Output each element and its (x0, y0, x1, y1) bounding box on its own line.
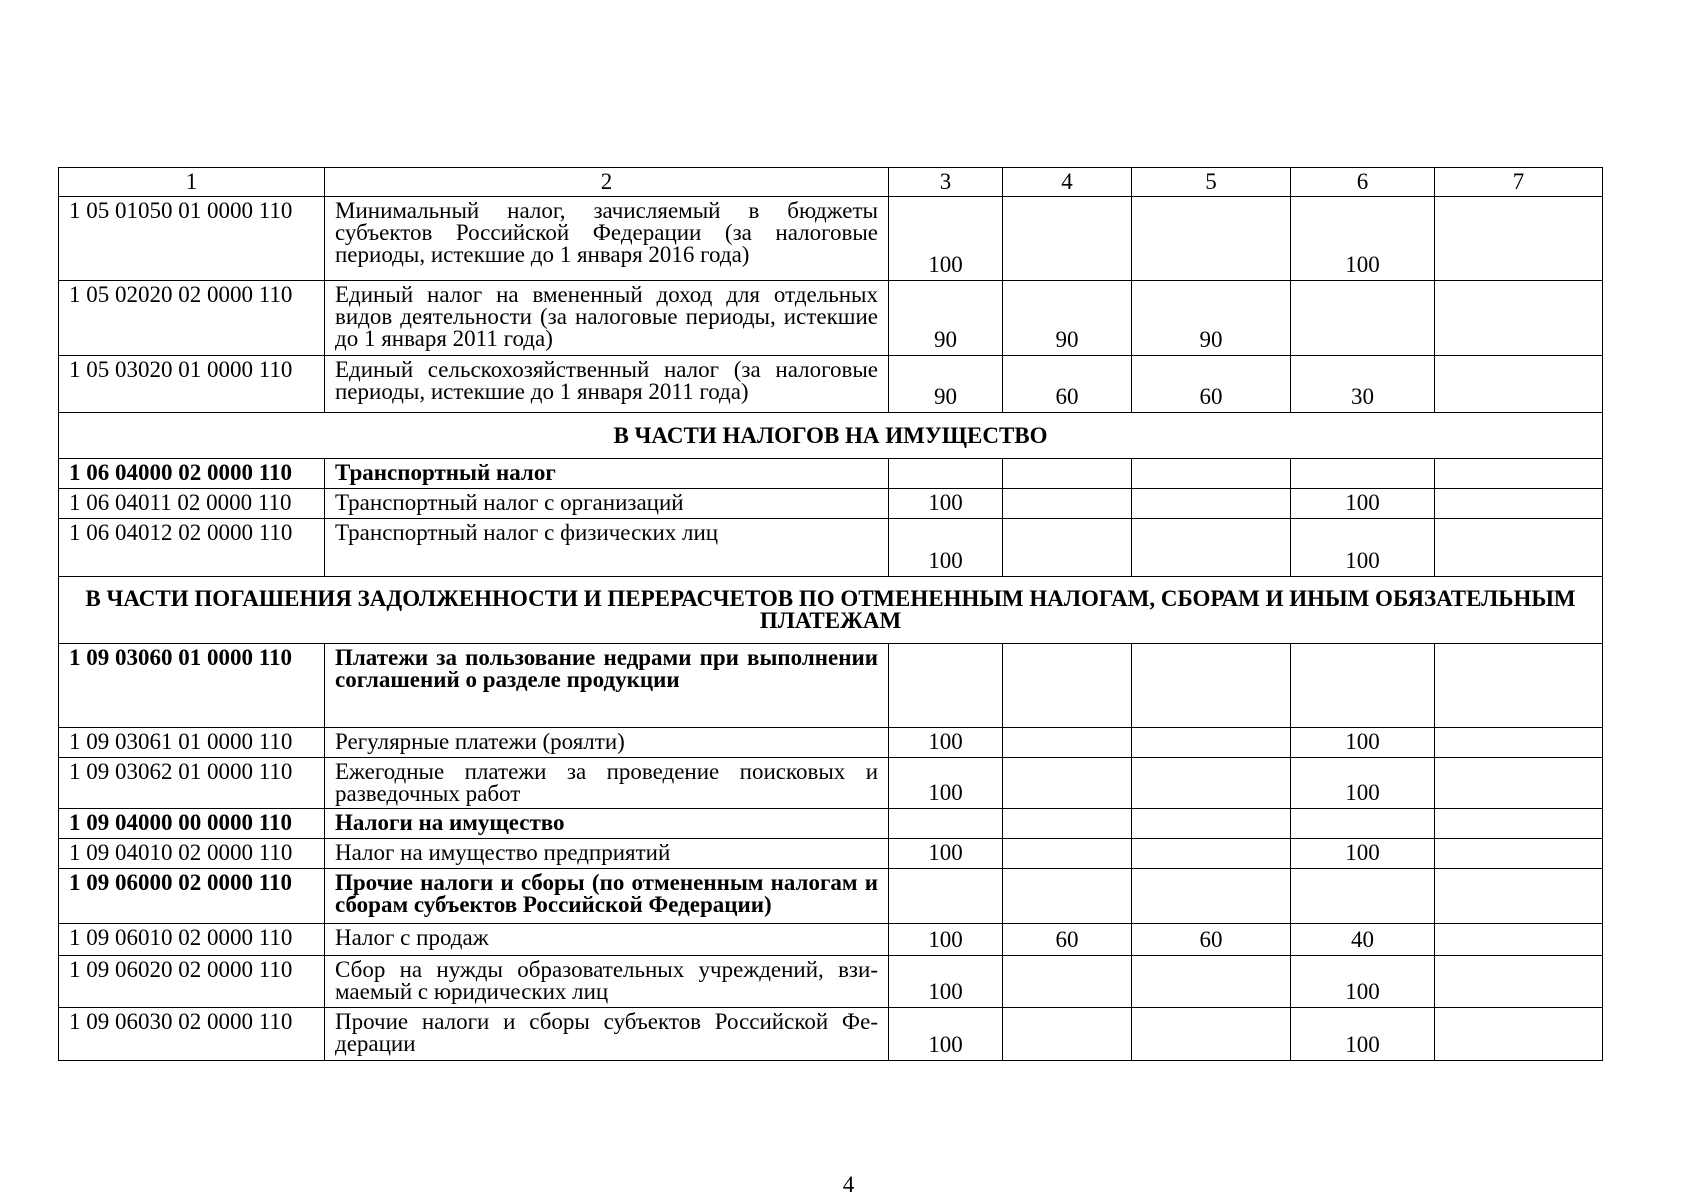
value-cell-c3: 100 (889, 1008, 1003, 1061)
value-cell-c3: 90 (889, 281, 1003, 356)
value-cell-c6: 40 (1291, 924, 1435, 956)
table-row (59, 809, 1603, 839)
code-cell: 1 06 04012 02 0000 110 (59, 519, 325, 577)
value-cell-c4 (1003, 839, 1132, 869)
value-cell-c3: 100 (889, 489, 1003, 519)
value-cell-c5 (1132, 809, 1291, 839)
value-cell-c5 (1132, 956, 1291, 1008)
value-cell-c3 (889, 809, 1003, 839)
value-cell-c3 (889, 459, 1003, 489)
value-cell-c7 (1435, 1008, 1603, 1061)
value-cell-c7 (1435, 489, 1603, 519)
value-cell-c4 (1003, 869, 1132, 924)
table-row (59, 728, 1603, 758)
value-cell-c4: 60 (1003, 924, 1132, 956)
value-cell-c6: 100 (1291, 489, 1435, 519)
header-cell: 4 (1003, 168, 1132, 197)
value-cell-c7 (1435, 519, 1603, 577)
value-cell-c7 (1435, 197, 1603, 281)
value-cell-c5 (1132, 644, 1291, 728)
code-cell: 1 05 01050 01 0000 110 (59, 197, 325, 281)
value-cell-c7 (1435, 809, 1603, 839)
value-cell-c3: 100 (889, 839, 1003, 869)
value-cell-c4 (1003, 728, 1132, 758)
name-cell: Налог с продаж (325, 924, 889, 956)
table-row (59, 644, 1603, 728)
value-cell-c3: 100 (889, 197, 1003, 281)
value-cell-c3: 90 (889, 356, 1003, 413)
value-cell-c5: 60 (1132, 356, 1291, 413)
code-cell: 1 09 06000 02 0000 110 (59, 869, 325, 924)
value-cell-c7 (1435, 644, 1603, 728)
table-row (59, 459, 1603, 489)
name-cell: Транспортный налог (325, 459, 889, 489)
value-cell-c7 (1435, 924, 1603, 956)
table-row (59, 281, 1603, 356)
value-cell-c6: 100 (1291, 197, 1435, 281)
value-cell-c7 (1435, 281, 1603, 356)
value-cell-c4 (1003, 956, 1132, 1008)
table-row (59, 1008, 1603, 1061)
value-cell-c3: 100 (889, 519, 1003, 577)
name-cell: Транспортный налог с физических лиц (325, 519, 889, 577)
value-cell-c6: 100 (1291, 956, 1435, 1008)
table-row (59, 519, 1603, 577)
value-cell-c7 (1435, 956, 1603, 1008)
value-cell-c7 (1435, 728, 1603, 758)
name-cell: Прочие налоги и сборы (по отмененным налогам и сборам субъектов Российской Федерации) (325, 869, 889, 924)
value-cell-c6 (1291, 281, 1435, 356)
name-cell: Единый налог на вмененный доход для отдельных видов деятельности (за налоговые периоды, истекшие до 1 января 2011 года) (325, 281, 889, 356)
value-cell-c7 (1435, 758, 1603, 809)
code-cell: 1 09 06030 02 0000 110 (59, 1008, 325, 1061)
section-heading: В ЧАСТИ НАЛОГОВ НА ИМУЩЕСТВО (59, 413, 1603, 459)
value-cell-c4: 90 (1003, 281, 1132, 356)
value-cell-c5 (1132, 1008, 1291, 1061)
value-cell-c4: 60 (1003, 356, 1132, 413)
value-cell-c3 (889, 644, 1003, 728)
value-cell-c4 (1003, 519, 1132, 577)
page-number: 4 (842, 1172, 855, 1197)
value-cell-c5: 60 (1132, 924, 1291, 956)
value-cell-c4 (1003, 644, 1132, 728)
name-cell: Ежегодные платежи за проведение поисковых и разведочных работ (325, 758, 889, 809)
table-row (59, 197, 1603, 281)
value-cell-c6 (1291, 459, 1435, 489)
name-cell: Платежи за пользование недрами при выполнении соглашений о разделе продукции (325, 644, 889, 728)
header-cell: 6 (1291, 168, 1435, 197)
value-cell-c3: 100 (889, 728, 1003, 758)
code-cell: 1 09 04000 00 0000 110 (59, 809, 325, 839)
code-cell: 1 09 03060 01 0000 110 (59, 644, 325, 728)
value-cell-c5 (1132, 197, 1291, 281)
table-row (59, 489, 1603, 519)
name-cell: Сбор на нужды образовательных учреждений, взимаемый с юридических лиц (325, 956, 889, 1008)
header-cell: 5 (1132, 168, 1291, 197)
name-cell: Прочие налоги и сборы субъектов Российской Федерации (325, 1008, 889, 1061)
table-row (59, 869, 1603, 924)
value-cell-c6: 100 (1291, 758, 1435, 809)
code-cell: 1 09 04010 02 0000 110 (59, 839, 325, 869)
value-cell-c6 (1291, 869, 1435, 924)
name-cell: Минимальный налог, зачисляемый в бюджеты субъектов Российской Федерации (за налоговые периоды, истекшие до 1 января 2016 года) (325, 197, 889, 281)
value-cell-c6 (1291, 809, 1435, 839)
header-cell: 7 (1435, 168, 1603, 197)
value-cell-c7 (1435, 356, 1603, 413)
table-row (59, 758, 1603, 809)
value-cell-c6: 100 (1291, 839, 1435, 869)
value-cell-c6: 100 (1291, 1008, 1435, 1061)
code-cell: 1 06 04000 02 0000 110 (59, 459, 325, 489)
section-heading-row (59, 413, 1603, 459)
code-cell: 1 09 03062 01 0000 110 (59, 758, 325, 809)
value-cell-c5 (1132, 519, 1291, 577)
table-row (59, 356, 1603, 413)
value-cell-c7 (1435, 839, 1603, 869)
budget-table (58, 167, 1603, 1061)
table-row (59, 956, 1603, 1008)
value-cell-c3: 100 (889, 956, 1003, 1008)
name-cell: Транспортный налог с организаций (325, 489, 889, 519)
value-cell-c5 (1132, 489, 1291, 519)
header-cell: 1 (59, 168, 325, 197)
value-cell-c5 (1132, 869, 1291, 924)
table-header-row (59, 168, 1603, 197)
value-cell-c6: 100 (1291, 519, 1435, 577)
value-cell-c7 (1435, 869, 1603, 924)
section-heading-row (59, 577, 1603, 644)
value-cell-c3 (889, 869, 1003, 924)
value-cell-c4 (1003, 197, 1132, 281)
value-cell-c4 (1003, 489, 1132, 519)
value-cell-c5 (1132, 839, 1291, 869)
value-cell-c4 (1003, 459, 1132, 489)
code-cell: 1 09 06010 02 0000 110 (59, 924, 325, 956)
value-cell-c6: 100 (1291, 728, 1435, 758)
code-cell: 1 09 06020 02 0000 110 (59, 956, 325, 1008)
value-cell-c5 (1132, 459, 1291, 489)
header-cell: 2 (325, 168, 889, 197)
section-heading: В ЧАСТИ ПОГАШЕНИЯ ЗАДОЛЖЕННОСТИ И ПЕРЕРАСЧЕТОВ ПО ОТМЕНЕННЫМ НАЛОГАМ, СБОРАМ И ИНЫМ ОБЯЗАТЕЛЬНЫМ ПЛАТЕЖАМ (59, 577, 1603, 644)
table-row (59, 924, 1603, 956)
name-cell: Налог на имущество предприятий (325, 839, 889, 869)
value-cell-c7 (1435, 459, 1603, 489)
value-cell-c4 (1003, 809, 1132, 839)
value-cell-c6 (1291, 644, 1435, 728)
value-cell-c6: 30 (1291, 356, 1435, 413)
code-cell: 1 05 03020 01 0000 110 (59, 356, 325, 413)
name-cell: Единый сельскохозяйственный налог (за налоговые периоды, истекшие до 1 января 2011 года) (325, 356, 889, 413)
value-cell-c5 (1132, 728, 1291, 758)
value-cell-c4 (1003, 758, 1132, 809)
value-cell-c3: 100 (889, 924, 1003, 956)
code-cell: 1 09 03061 01 0000 110 (59, 728, 325, 758)
code-cell: 1 05 02020 02 0000 110 (59, 281, 325, 356)
name-cell: Налоги на имущество (325, 809, 889, 839)
header-cell: 3 (889, 168, 1003, 197)
name-cell: Регулярные платежи (роялти) (325, 728, 889, 758)
value-cell-c4 (1003, 1008, 1132, 1061)
code-cell: 1 06 04011 02 0000 110 (59, 489, 325, 519)
value-cell-c5 (1132, 758, 1291, 809)
value-cell-c5: 90 (1132, 281, 1291, 356)
value-cell-c3: 100 (889, 758, 1003, 809)
table-row (59, 839, 1603, 869)
